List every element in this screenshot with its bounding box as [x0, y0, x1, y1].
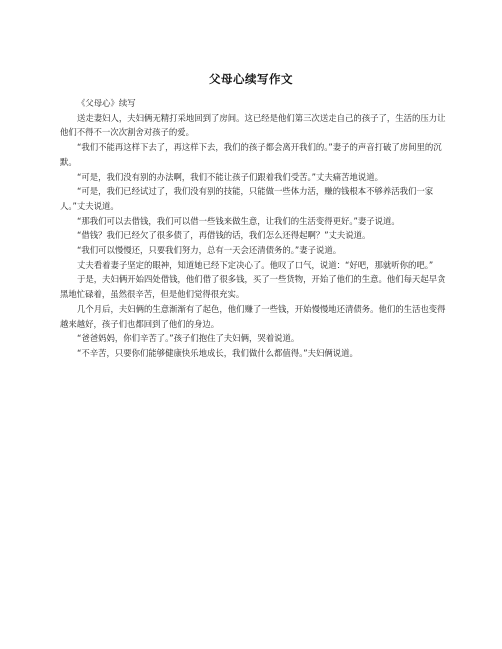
document-title: 父母心续写作文: [209, 72, 293, 86]
paragraph: “借钱？我们已经欠了很多债了，再借钱的话，我们怎么还得起啊？”丈夫说道。: [77, 230, 371, 241]
paragraph: 于是，夫妇俩开始四处借钱，他们借了很多钱，买了一些货物，开始了他们的生意。他们每天起早贪黑地忙碌着，虽然很辛苦，但是他们觉得很充实。: [60, 274, 446, 300]
document-body: [60, 96, 446, 361]
paragraph: “我们不能再这样下去了，再这样下去，我们的孩子都会离开我们的。”妻子的声音打破了房间里的沉默。: [60, 142, 442, 167]
paragraph: “不辛苦，只要你们能够健康快乐地成长，我们做什么都值得。”夫妇俩说道。: [77, 347, 358, 358]
paragraph: “可是，我们没有别的办法啊，我们不能让孩子们跟着我们受苦。”丈夫痛苦地说道。: [77, 171, 383, 182]
paragraph: 丈夫看着妻子坚定的眼神，知道她已经下定决心了。他叹了口气，说道：“好吧，那就听你的吧。”: [77, 259, 434, 270]
paragraph-subtitle: 《父母心》续写: [77, 98, 136, 108]
paragraph: “那我们可以去借钱，我们可以借一些钱来做生意，让我们的生活变得更好。”妻子说道。: [77, 215, 400, 226]
paragraph: “我们可以慢慢还，只要我们努力，总有一天会还清债务的。”妻子说道。: [77, 245, 342, 256]
paragraph: 送走妻妇人，夫妇俩无精打采地回到了房间。这已经是他们第三次送走自己的孩子了，生活的压力让他们不得不一次次割舍对孩子的爱。: [60, 112, 446, 138]
paragraph: “可是，我们已经试过了，我们没有别的技能，只能做一些体力活，赚的钱根本不够养活我们一家人。”丈夫说道。: [60, 186, 434, 211]
paragraph: “爸爸妈妈，你们辛苦了。”孩子们抱住了夫妇俩，哭着说道。: [77, 333, 300, 344]
paragraph: 几个月后，夫妇俩的生意渐渐有了起色，他们赚了一些钱，开始慢慢地还清债务。他们的生活也变得越来越好，孩子们也都回到了他们的身边。: [60, 303, 446, 329]
